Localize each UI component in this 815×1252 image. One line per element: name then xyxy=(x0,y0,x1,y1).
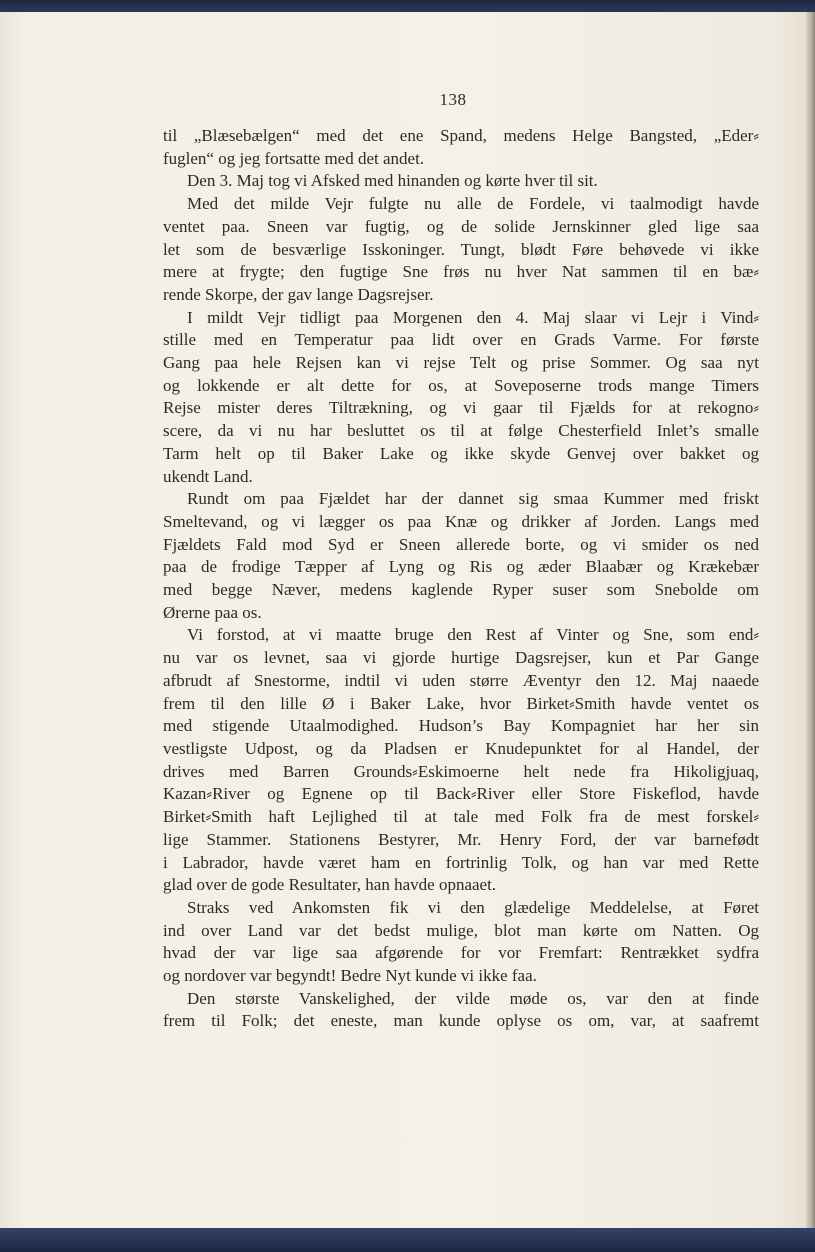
text-line: Vi forstod, at vi maatte bruge den Rest af Vinter og Sne, som end⸗ xyxy=(187,625,759,645)
text-line: Den 3. Maj tog vi Afsked med hinanden og kørte hver til sit. xyxy=(187,171,598,191)
text-line: til „Blæsebælgen“ med det ene Spand, medens Helge Bangsted, „Eder⸗ xyxy=(163,126,759,145)
text-line: ukendt Land. xyxy=(163,466,253,486)
text-line: frem til den lille Ø i Baker Lake, hvor Birket⸗Smith havde ventet os xyxy=(163,693,759,713)
text-line: ind over Land var det bedst mulige, blot man kørte om Natten. Og xyxy=(163,920,759,940)
body-text xyxy=(163,125,759,1033)
text-line: i Labrador, havde været ham en fortrinlig Tolk, og han var med Rette xyxy=(163,852,759,872)
text-line: Fjældets Fald mod Syd er Sneen allerede borte, og vi smider os ned xyxy=(163,534,759,554)
text-line: vestligste Udpost, og da Pladsen er Knudepunktet for al Handel, der xyxy=(163,738,759,758)
text-line: med begge Næver, medens kaglende Ryper suser som Snebolde om xyxy=(163,580,759,600)
text-line: ventet paa. Sneen var fugtig, og de solide Jernskinner gled lige saa xyxy=(163,216,759,236)
text-line: I mildt Vejr tidligt paa Morgenen den 4. Maj slaar vi Lejr i Vind⸗ xyxy=(187,307,759,327)
text-line: frem til Folk; det eneste, man kunde oplyse os om, var, at saafremt xyxy=(163,1011,759,1031)
text-line: hvad der var lige saa afgørende for vor Fremfart: Rentrækket sydfra xyxy=(163,943,759,963)
text-line: med stigende Utaalmodighed. Hudson’s Bay Kompagniet har her sin xyxy=(163,716,759,736)
text-line: og lokkende er alt dette for os, at Soveposerne trods mange Timers xyxy=(163,375,759,395)
text-line: Gang paa hele Rejsen kan vi rejse Telt og prise Sommer. Og saa nyt xyxy=(163,353,759,373)
text-line: rende Skorpe, der gav lange Dagsrejser. xyxy=(163,284,434,304)
page-edge xyxy=(806,12,815,1230)
text-line: Rejse mister deres Tiltrækning, og vi gaar til Fjælds for at rekogno⸗ xyxy=(163,398,759,418)
text-line: Med det milde Vejr fulgte nu alle de Fordele, vi taalmodigt havde xyxy=(187,194,759,214)
text-line: Smeltevand, og vi lægger os paa Knæ og drikker af Jorden. Langs med xyxy=(163,511,759,531)
text-line: nu var os levnet, saa vi gjorde hurtige Dagsrejser, kun et Par Gange xyxy=(163,648,759,668)
text-line: Straks ved Ankomsten fik vi den glædelige Meddelelse, at Føret xyxy=(187,897,759,917)
text-line: afbrudt af Snestorme, indtil vi uden større Æventyr den 12. Maj naaede xyxy=(163,670,759,690)
text-line: Rundt om paa Fjældet har der dannet sig smaa Kummer med friskt xyxy=(187,489,759,509)
text-line: let som de besværlige Isskoninger. Tungt, blødt Føre behøvede vi ikke xyxy=(163,239,759,259)
page-number: 138 xyxy=(439,90,467,109)
text-line: scere, da vi nu har besluttet os til at følge Chesterfield Inlet’s smalle xyxy=(163,421,759,441)
text-line: Ørerne paa os. xyxy=(163,602,262,622)
text-line: paa de frodige Tæpper af Lyng og Ris og æder Blaabær og Krækebær xyxy=(163,557,759,577)
text-line: glad over de gode Resultater, han havde opnaaet. xyxy=(163,875,497,895)
text-line: Den største Vanskelighed, der vilde møde os, var den at finde xyxy=(187,988,759,1008)
text-line: fuglen“ og jeg fortsatte med det andet. xyxy=(163,148,425,168)
text-line: Birket⸗Smith haft Lejlighed til at tale med Folk fra de mest forskel⸗ xyxy=(163,807,759,827)
text-line: stille med en Temperatur paa lidt over en Grads Varme. For første xyxy=(163,330,759,350)
text-line: mere at frygte; den fugtige Sne frøs nu hver Nat sammen til en bæ⸗ xyxy=(163,262,759,282)
text-line: lige Stammer. Stationens Bestyrer, Mr. Henry Ford, der var barnefødt xyxy=(163,829,759,849)
text-line: Kazan⸗River og Egnene op til Back⸗River eller Store Fiskeflod, havde xyxy=(163,784,759,804)
text-line: og nordover var begyndt! Bedre Nyt kunde vi ikke faa. xyxy=(163,966,537,986)
text-line: Tarm helt op til Baker Lake og ikke skyde Genvej over bakket og xyxy=(163,443,759,463)
text-line: drives med Barren Grounds⸗Eskimoerne helt nede fra Hikoligjuaq, xyxy=(163,761,759,781)
bottom-background-band xyxy=(0,1228,815,1252)
